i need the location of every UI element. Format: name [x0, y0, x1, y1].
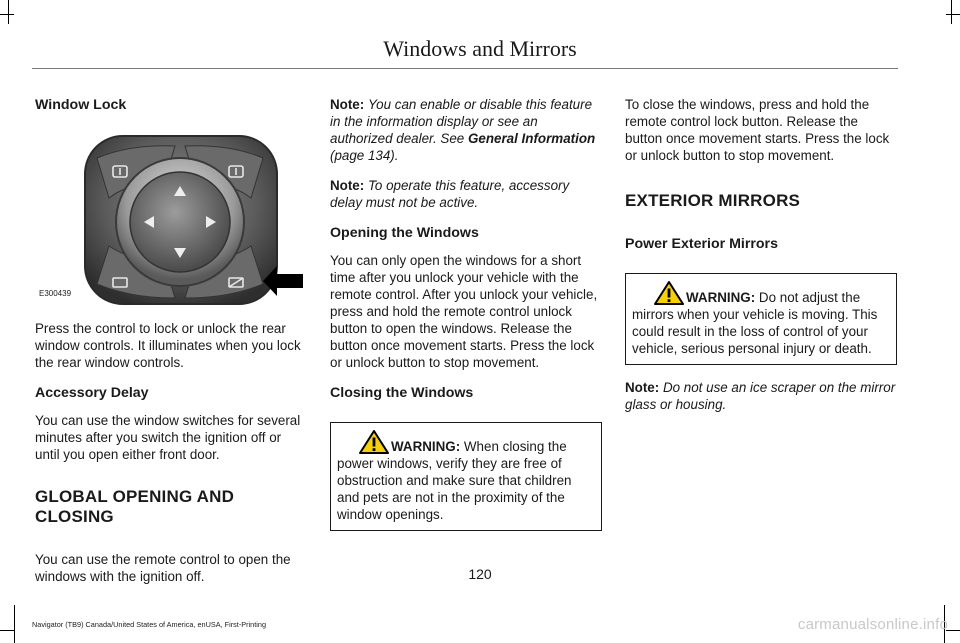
- page-number: 120: [468, 566, 492, 582]
- warning-icon: [359, 429, 389, 455]
- note-label: Note:: [625, 380, 660, 395]
- mirror-switch-illustration: [35, 128, 305, 306]
- note-accessory-delay: [330, 177, 602, 211]
- paragraph-window-lock: Press the control to lock or unlock the rear window controls. It illuminates when you lock the rear window controls.: [35, 321, 301, 370]
- note-link[interactable]: General Information: [467, 131, 596, 146]
- paragraph-opening-windows: You can only open the windows for a short time after you unlock your vehicle with the remote control. After you unlock your vehicle, press and hold the remote control unlock button to open the windows. Release the button once movement starts. Press the lock or unlock button to stop movement.: [330, 253, 598, 370]
- paragraph-accessory-delay: You can use the window switches for several minutes after you switch the ignition off or until you open either front door.: [35, 413, 301, 462]
- warning-box-mirrors: [625, 273, 897, 365]
- heading-accessory-delay: Accessory Delay: [35, 385, 149, 401]
- warning-label: WARNING:: [391, 439, 461, 454]
- note-enable-feature: [330, 96, 602, 164]
- crop-mark: [951, 0, 952, 24]
- heading-exterior-mirrors: EXTERIOR MIRRORS: [625, 191, 801, 210]
- warning-label: WARNING:: [686, 290, 756, 305]
- heading-opening-windows: Opening the Windows: [330, 225, 479, 241]
- crop-mark: [0, 630, 14, 631]
- warning-text: When closing the power windows, verify they are free of obstruction and make sure that children and pets are not in the proximity of the window openings.: [337, 439, 572, 522]
- note-ice-scraper: [625, 379, 897, 413]
- note-text: You can enable or disable this feature in the information display or see an authorized dealer. See: [330, 97, 593, 146]
- document-info: Navigator (TB9) Canada/United States of America, enUSA, First-Printing: [32, 620, 267, 629]
- heading-global-opening: GLOBAL OPENING AND CLOSING: [35, 487, 235, 526]
- warning-text: Do not adjust the mirrors when your vehicle is moving. This could result in the loss of control of your vehicle, serious personal injury or death.: [632, 290, 878, 356]
- heading-power-mirrors: Power Exterior Mirrors: [625, 236, 778, 252]
- column-middle: [330, 96, 602, 545]
- note-page-ref: (page 134).: [330, 148, 399, 163]
- warning-icon: [654, 280, 684, 306]
- note-text: Do not use an ice scraper on the mirror glass or housing.: [625, 380, 896, 412]
- crop-mark: [946, 630, 960, 631]
- figure-code: E300439: [39, 289, 72, 298]
- mirror-switch-image: [35, 128, 305, 306]
- header-divider: [32, 68, 898, 69]
- note-text: To operate this feature, accessory delay must not be active.: [330, 178, 570, 210]
- paragraph-global-opening: You can use the remote control to open the windows with the ignition off.: [35, 552, 291, 584]
- note-label: Note:: [330, 178, 365, 193]
- page-title: Windows and Mirrors: [383, 36, 577, 61]
- note-label: Note:: [330, 97, 365, 112]
- crop-mark: [14, 605, 15, 643]
- warning-box-closing: [330, 422, 602, 531]
- heading-closing-windows: Closing the Windows: [330, 385, 474, 401]
- crop-mark: [0, 14, 14, 15]
- watermark: carmanualsonline.info: [797, 616, 948, 633]
- heading-window-lock: Window Lock: [35, 97, 127, 113]
- column-right: [625, 96, 897, 426]
- crop-mark: [8, 0, 9, 24]
- column-left: [35, 96, 305, 598]
- paragraph-closing-remote: To close the windows, press and hold the remote control lock button. Release the button once movement starts. Press the lock or unlock button to stop movement.: [625, 97, 890, 163]
- crop-mark: [946, 14, 960, 15]
